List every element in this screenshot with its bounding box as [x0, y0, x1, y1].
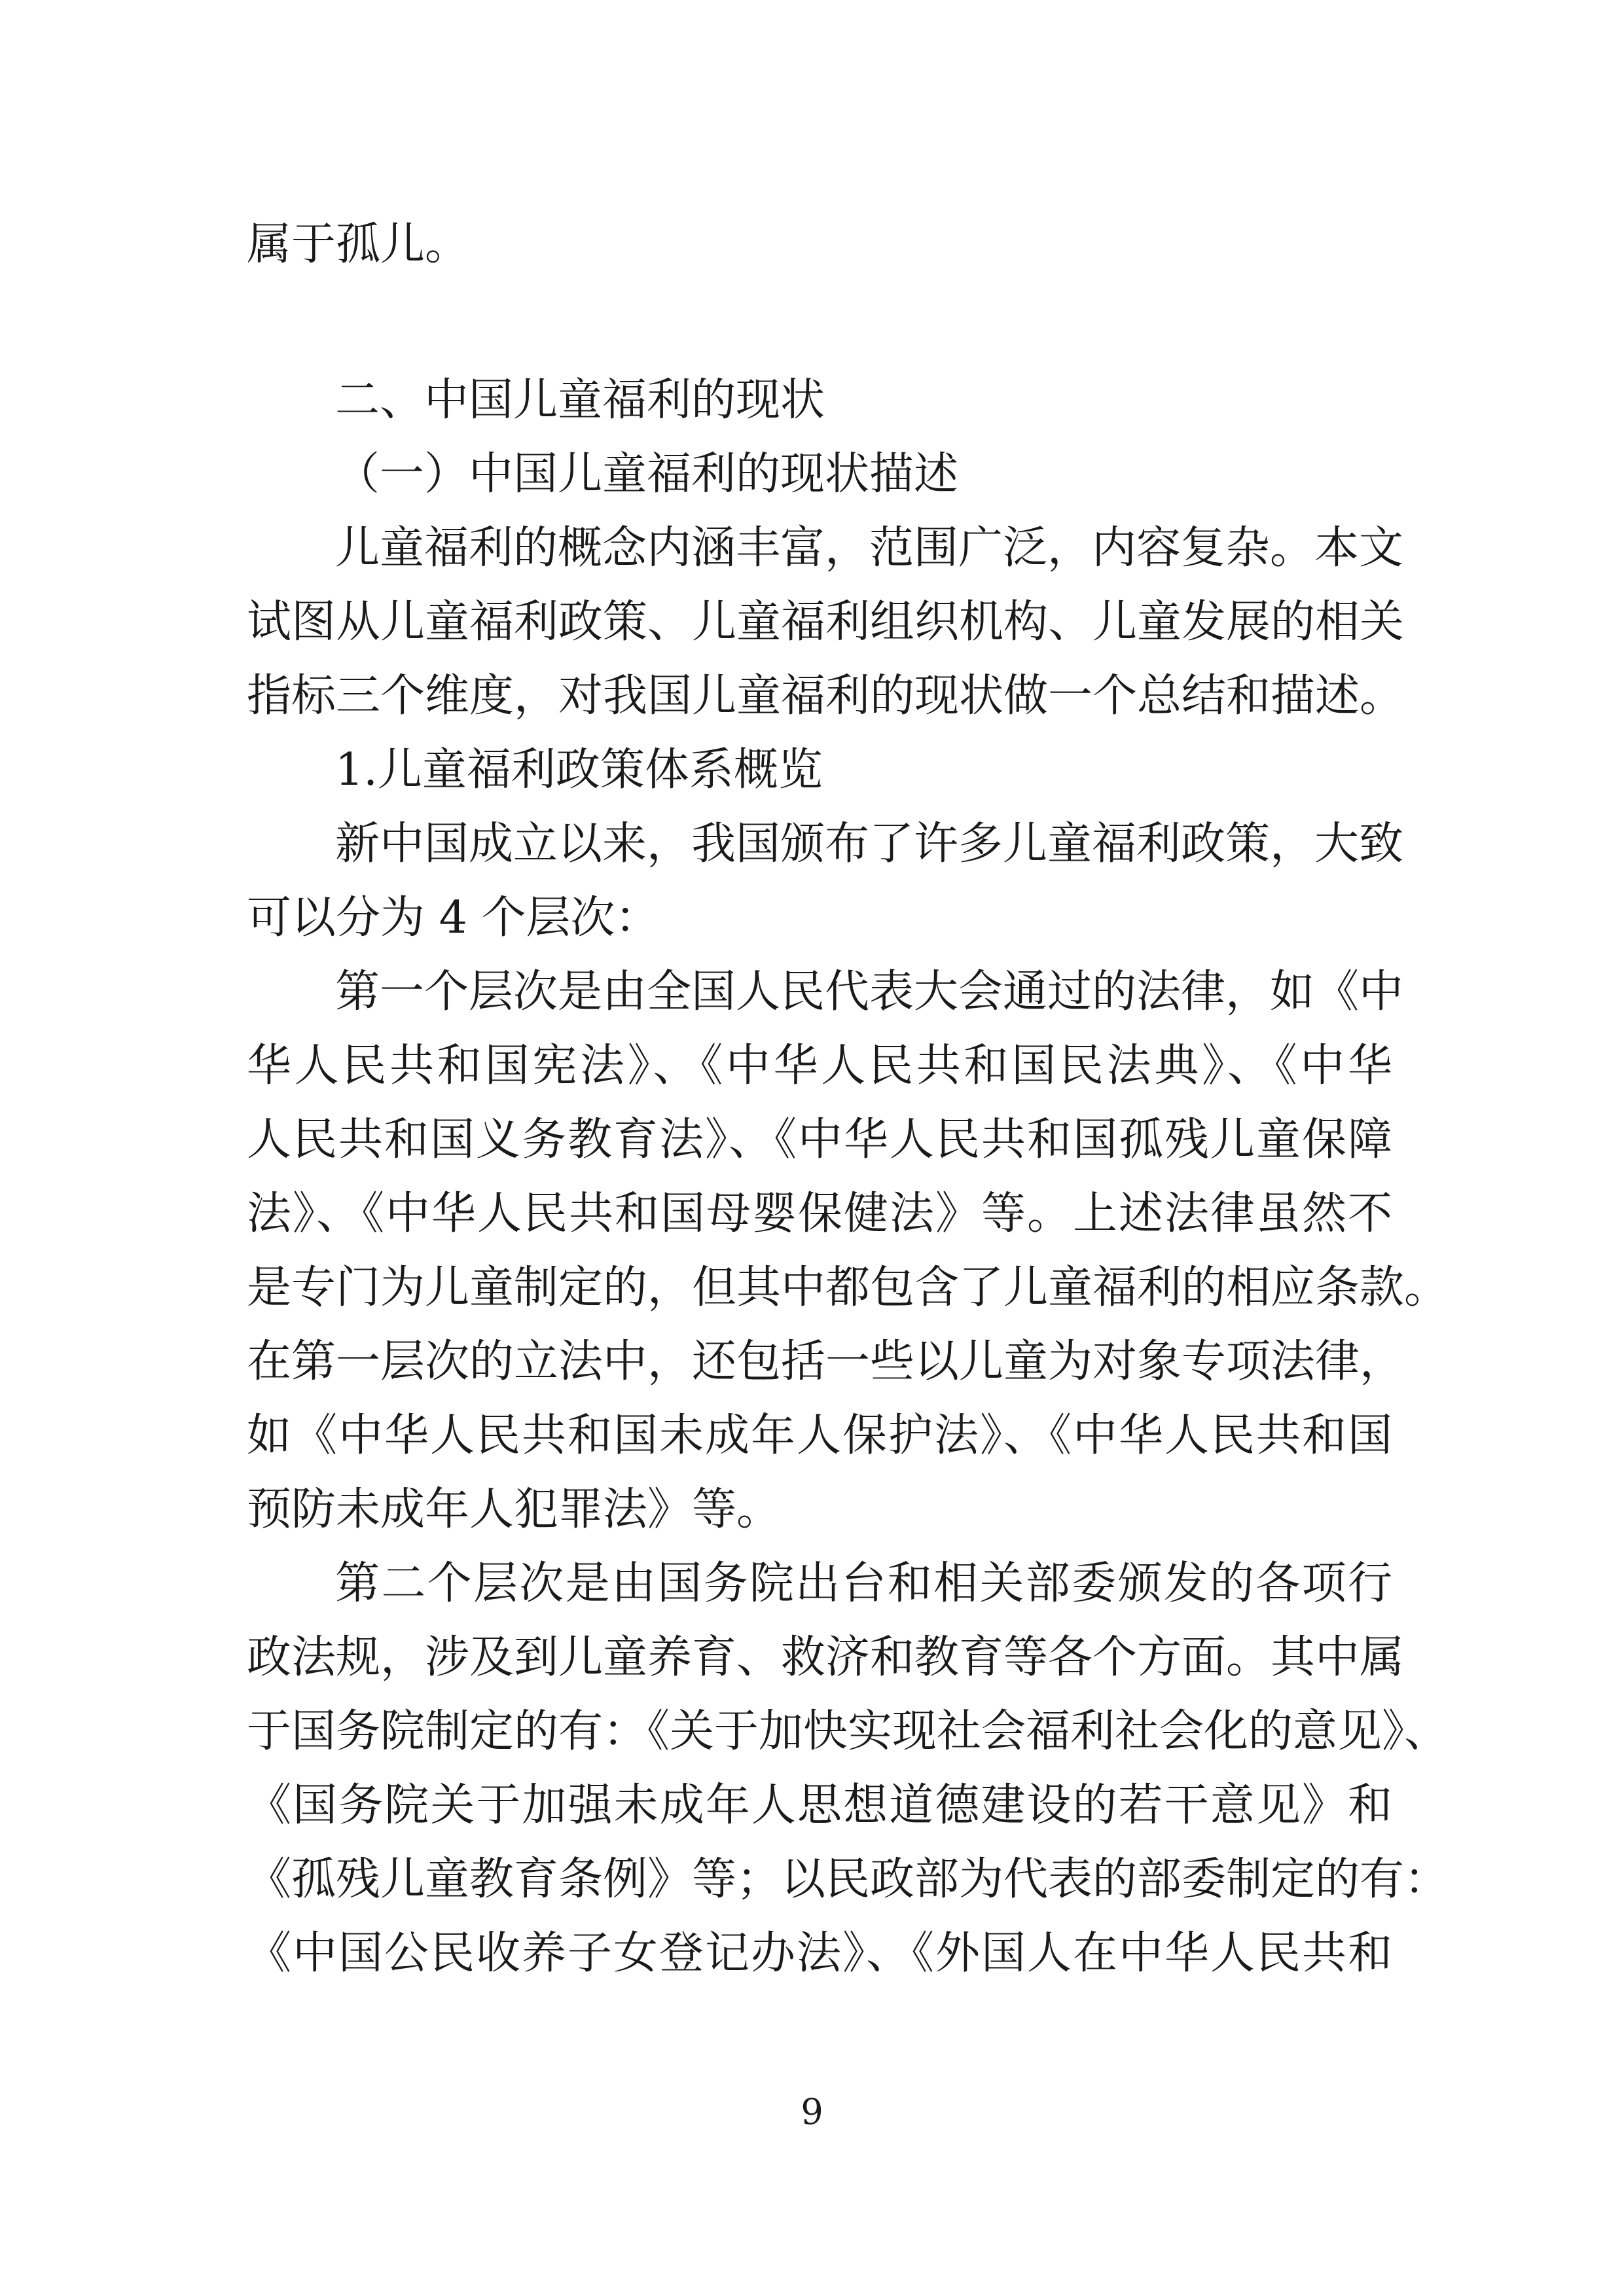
text-line: 《中国公民收养子女登记办法》、《外国人在中华人民共和	[247, 1928, 1392, 1979]
text-line: 人民共和国义务教育法》、《中华人民共和国孤残儿童保障	[247, 1114, 1392, 1166]
numbered-heading: 1.儿童福利政策体系概览	[335, 744, 823, 796]
text-line: 指标三个维度，对我国儿童福利的现状做一个总结和描述。	[247, 670, 1405, 722]
text-line: 属于孤儿。	[247, 219, 470, 270]
text-line: 政法规，涉及到儿童养育、救济和教育等各个方面。其中属	[247, 1632, 1405, 1683]
page-number: 9	[801, 2091, 823, 2132]
text-line: 第一个层次是由全国人民代表大会通过的法律，如《中	[335, 966, 1404, 1018]
text-line: 《国务院关于加强未成年人思想道德建设的若干意见》和	[247, 1780, 1392, 1831]
section-heading: 二、中国儿童福利的现状	[335, 374, 825, 426]
text-line: 试图从儿童福利政策、儿童福利组织机构、儿童发展的相关	[247, 596, 1405, 648]
text-line: 于国务院制定的有：《关于加快实现社会福利社会化的意见》、	[247, 1706, 1449, 1757]
text-line: 可以分为 4 个层次：	[247, 892, 660, 944]
text-line: 是专门为儿童制定的，但其中都包含了儿童福利的相应条款。	[247, 1262, 1449, 1314]
text-line: 法》、《中华人民共和国母婴保健法》等。上述法律虽然不	[247, 1188, 1392, 1240]
text-line: 《孤残儿童教育条例》等；以民政部为代表的部委制定的有：	[247, 1854, 1449, 1905]
text-line: 如《中华人民共和国未成年人保护法》、《中华人民共和国	[247, 1410, 1392, 1462]
subsection-heading: （一）中国儿童福利的现状描述	[335, 448, 959, 500]
text-line: 儿童福利的概念内涵丰富，范围广泛，内容复杂。本文	[335, 522, 1404, 574]
text-line: 第二个层次是由国务院出台和相关部委颁发的各项行	[335, 1558, 1392, 1609]
text-line: 新中国成立以来，我国颁布了许多儿童福利政策，大致	[335, 818, 1404, 870]
text-line: 在第一层次的立法中，还包括一些以儿童为对象专项法律，	[247, 1336, 1405, 1388]
text-line: 华人民共和国宪法》、《中华人民共和国民法典》、《中华	[247, 1040, 1392, 1092]
text-line: 预防未成年人犯罪法》等。	[247, 1484, 782, 1535]
